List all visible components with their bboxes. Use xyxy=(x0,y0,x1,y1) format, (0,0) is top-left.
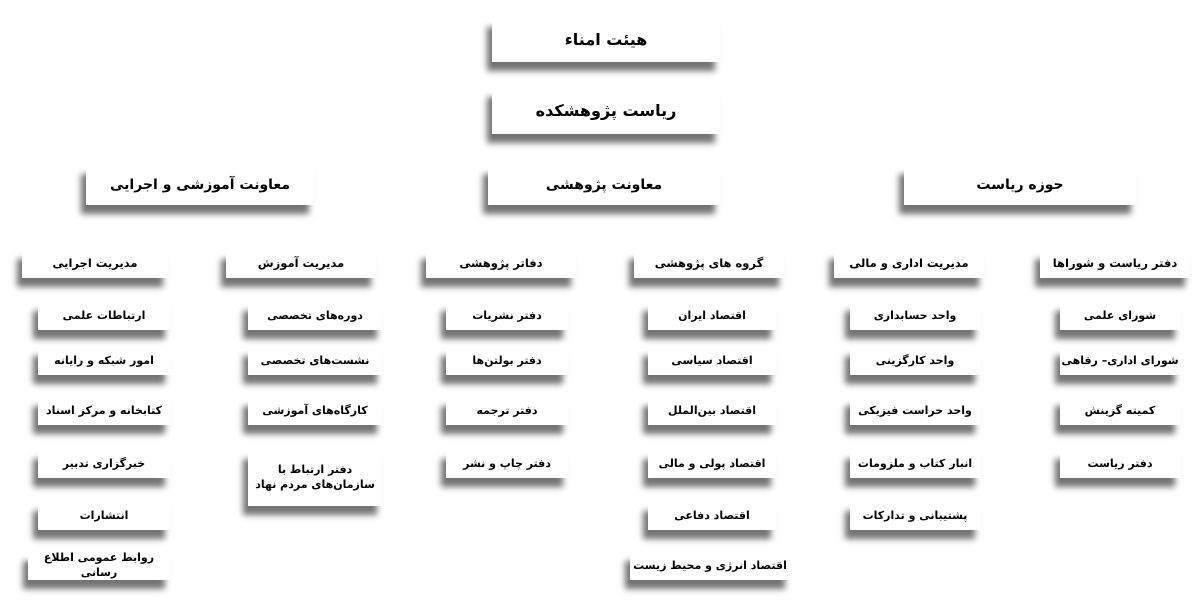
dept-item xyxy=(850,502,980,530)
dept-header-label: گروه های پژوهشی xyxy=(654,256,764,271)
dept-item-label: کمیته گزینش xyxy=(1084,403,1156,417)
deputy-research xyxy=(488,165,720,205)
deputy-presidency-area-label: حوزه ریاست xyxy=(976,176,1064,193)
dept-item-label: خبرگزاری تدبیر xyxy=(62,456,146,470)
dept-item-label: دفتر بولتن‌ها xyxy=(472,353,542,367)
dept-item-label: شورای علمی xyxy=(1083,308,1157,322)
dept-item xyxy=(446,302,568,330)
dept-header-research-office xyxy=(426,250,576,278)
dept-header-label: دفاتر پژوهشی xyxy=(459,256,543,271)
dept-item-label: دفتر ریاست xyxy=(1087,456,1153,470)
dept-item-label: اقتصاد سیاسی xyxy=(671,353,753,367)
dept-item-label: دوره‌های تخصصی xyxy=(267,308,363,322)
dept-item xyxy=(248,347,382,375)
dept-item xyxy=(850,397,980,425)
dept-item xyxy=(630,552,790,580)
dept-item-label: واحد حراست فیزیکی xyxy=(858,403,972,417)
dept-item xyxy=(850,347,980,375)
dept-item xyxy=(248,302,382,330)
dept-item xyxy=(648,397,776,425)
dept-item-label: دفتر چاپ و نشر xyxy=(463,456,551,470)
dept-item xyxy=(850,302,980,330)
deputy-research-label: معاونت پژوهشی xyxy=(545,176,663,193)
dept-item-label: کتابخانه و مرکز اسناد xyxy=(45,403,163,417)
institute-presidency-label: ریاست پژوهشکده xyxy=(535,101,677,121)
board-of-trustees xyxy=(492,18,720,62)
dept-item xyxy=(1060,347,1180,375)
dept-item-label: اقتصاد دفاعی xyxy=(674,508,750,522)
dept-item-label: اقتصاد بین‌الملل xyxy=(668,403,757,417)
dept-item-label: دفتر نشریات xyxy=(472,308,542,322)
dept-item xyxy=(446,347,568,375)
dept-item-label: اقتصاد انرژی و محیط زیست xyxy=(633,558,787,572)
dept-item-label: ارتباطات علمی xyxy=(62,308,146,322)
dept-header-executive-management xyxy=(22,250,168,278)
deputy-executive-label: معاونت آموزشی و اجرایی xyxy=(110,176,290,193)
dept-item xyxy=(38,450,170,478)
dept-header-label: مدیریت آموزش xyxy=(257,256,345,271)
dept-item xyxy=(446,397,568,425)
dept-item xyxy=(1060,450,1180,478)
dept-header-label: مدیریت اجرایی xyxy=(52,256,138,271)
dept-item-label: اقتصاد پولی و مالی xyxy=(658,456,766,470)
dept-item xyxy=(38,502,170,530)
dept-item-label: امور شبکه و رایانه xyxy=(54,353,154,367)
dept-item-label: دفتر ترجمه xyxy=(476,403,538,417)
dept-item xyxy=(38,347,170,375)
dept-item xyxy=(38,397,170,425)
dept-item xyxy=(648,302,776,330)
dept-item xyxy=(1060,302,1180,330)
dept-item xyxy=(248,450,382,506)
dept-item xyxy=(648,502,776,530)
dept-header-label: دفتر ریاست و شوراها xyxy=(1052,256,1178,271)
dept-item-label: پشتیبانی و تدارکات xyxy=(862,508,968,522)
dept-item xyxy=(446,450,568,478)
board-of-trustees-label: هیئت امناء xyxy=(564,30,648,50)
dept-item xyxy=(38,302,170,330)
dept-item xyxy=(648,450,776,478)
dept-header-label: مدیریت اداری و مالی xyxy=(849,256,969,271)
dept-item-label: دفتر ارتباط با سازمان‌های مردم نهاد xyxy=(255,463,375,491)
dept-item-label: نشست‌های تخصصی xyxy=(260,353,370,367)
dept-item-label: شورای اداری– رفاهی xyxy=(1061,353,1179,367)
institute-presidency xyxy=(492,88,720,134)
dept-item-label: واحد حسابداری xyxy=(873,308,957,322)
dept-item-label: روابط عمومی اطلاع رسانی xyxy=(43,551,155,579)
deputy-presidency-area xyxy=(904,165,1136,205)
dept-item xyxy=(648,347,776,375)
dept-item xyxy=(850,450,980,478)
dept-item-label: انتشارات xyxy=(79,508,129,522)
dept-item-label: اقتصاد ایران xyxy=(678,308,746,322)
dept-item-label: واحد کارگزینی xyxy=(875,353,955,367)
dept-header-presidency-office xyxy=(1040,250,1190,278)
dept-header-education-management xyxy=(226,250,376,278)
dept-item xyxy=(248,397,382,425)
dept-item xyxy=(28,552,170,580)
dept-item-label: کارگاه‌های آموزشی xyxy=(262,403,368,417)
dept-item-label: انبار کتاب و ملزومات xyxy=(857,456,973,470)
dept-header-admin-finance xyxy=(834,250,984,278)
dept-item xyxy=(1060,397,1180,425)
deputy-executive xyxy=(86,165,314,205)
dept-header-research-groups xyxy=(634,250,784,278)
